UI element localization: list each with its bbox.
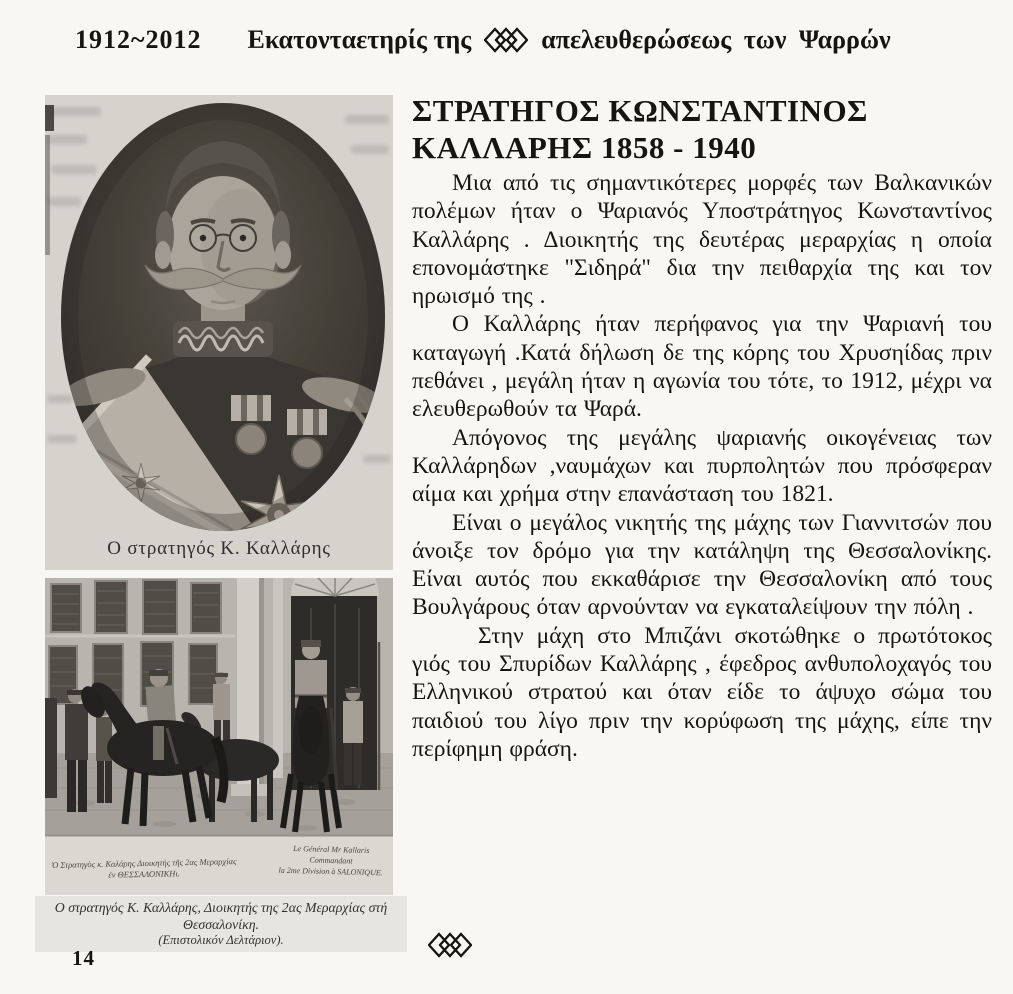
article-paragraph: Ο Καλλάρης ήταν περήφανος για την Ψαριανή του καταγωγή .Κατά δήλωση δε της κόρης του Χρυσηίδας πριν πεθάνει , μεγάλη ήταν η αγωνία του τότε, το 1912, μέχρι να ελευθερωθούν τα Ψαρά. — [412, 311, 992, 423]
thessaloniki-caption-line1: Ο στρατηγός Κ. Καλλάρης, Διοικητής της 2ας Μεραρχίας στή Θεσσαλονίκη. — [54, 900, 388, 932]
portrait-caption: Ο στρατηγός Κ. Καλλάρης — [107, 538, 331, 559]
portrait-photo-image — [45, 95, 393, 535]
article-paragraph: Μια από τις σημαντικότερες μορφές των Βαλκανικών πολέμων ήταν ο Ψαριανός Υποστράτηγος Κωνσταντίνος Καλλάρης . Διοικητής της δευτέρας μεραρχίας η οποία επονομάστηκε "Σιδηρά" δια την πειθαρχία της και τον ηρωισμό της . — [412, 170, 992, 310]
header-years: 1912~2012 — [75, 25, 202, 54]
article-column — [412, 92, 992, 763]
header-title-after: απελευθερώσεως των Ψαρρών — [541, 25, 891, 54]
photo-inner-caption-french: Le Général Mr Kallaris Commandant la 2me Division à SALONIQUE. — [278, 844, 383, 878]
page-header — [75, 24, 891, 56]
portrait-photo — [45, 95, 393, 570]
article-title-line1: ΣΤΡΑΤΗΓΟΣ ΚΩΝΣΤΑΝΤΙΝΟΣ — [412, 93, 868, 128]
header-title-before: Εκατονταετηρίς της — [247, 25, 472, 54]
article-title-line2: ΚΑΛΛΑΡΗΣ 1858 - 1940 — [412, 130, 757, 165]
triple-diamond-ornament-icon — [484, 24, 528, 56]
photo-inner-caption-greek: Ὁ Στρατηγὸς κ. Καλάρης Διοικητὴς τῆς 2ας Μεραρχίας ἐν ΘΕΣΣΑΛΟΝΙΚΗι. — [51, 856, 237, 880]
thessaloniki-photo — [45, 578, 393, 895]
article-paragraph: Είναι ο μεγάλος νικητής της μάχης των Γιαννιτσών που άνοιξε τον δρόμο για την κατάληψη της Θεσσαλονίκης. Είναι αυτός που εκκαθάρισε την Θεσσαλονίκη από τους Βουλγάρους όταν αρνούνταν να εγκαταλείψουν την πόλη . — [412, 509, 992, 621]
footer-triple-diamond-ornament-icon — [428, 930, 472, 965]
thessaloniki-caption — [35, 896, 407, 952]
article-title — [412, 92, 992, 166]
article-paragraph: Στην μάχη στο Μπιζάνι σκοτώθηκε ο πρωτότοκος γιός του Σπυρίδων Καλλάρης , έφεδρος ανθυπολοχαγός του Ελληνικού στρατού και όταν είδε το άψυχο σώμα του παιδιού του λίγο πριν την κορύφωση της μάχης, είπε την περίφημη φράση. — [412, 622, 992, 762]
article-paragraph: Απόγονος της μεγάλης ψαριανής οικογένειας των Καλλάρηδων ,ναυμάχων και πυρπολητών που πρόσφεραν αίμα και χρήμα στην επανάσταση του 1821. — [412, 424, 992, 508]
page-number: 14 — [72, 946, 95, 970]
thessaloniki-caption-line2: (Επιστολικόν Δελτάριον). — [158, 933, 284, 947]
